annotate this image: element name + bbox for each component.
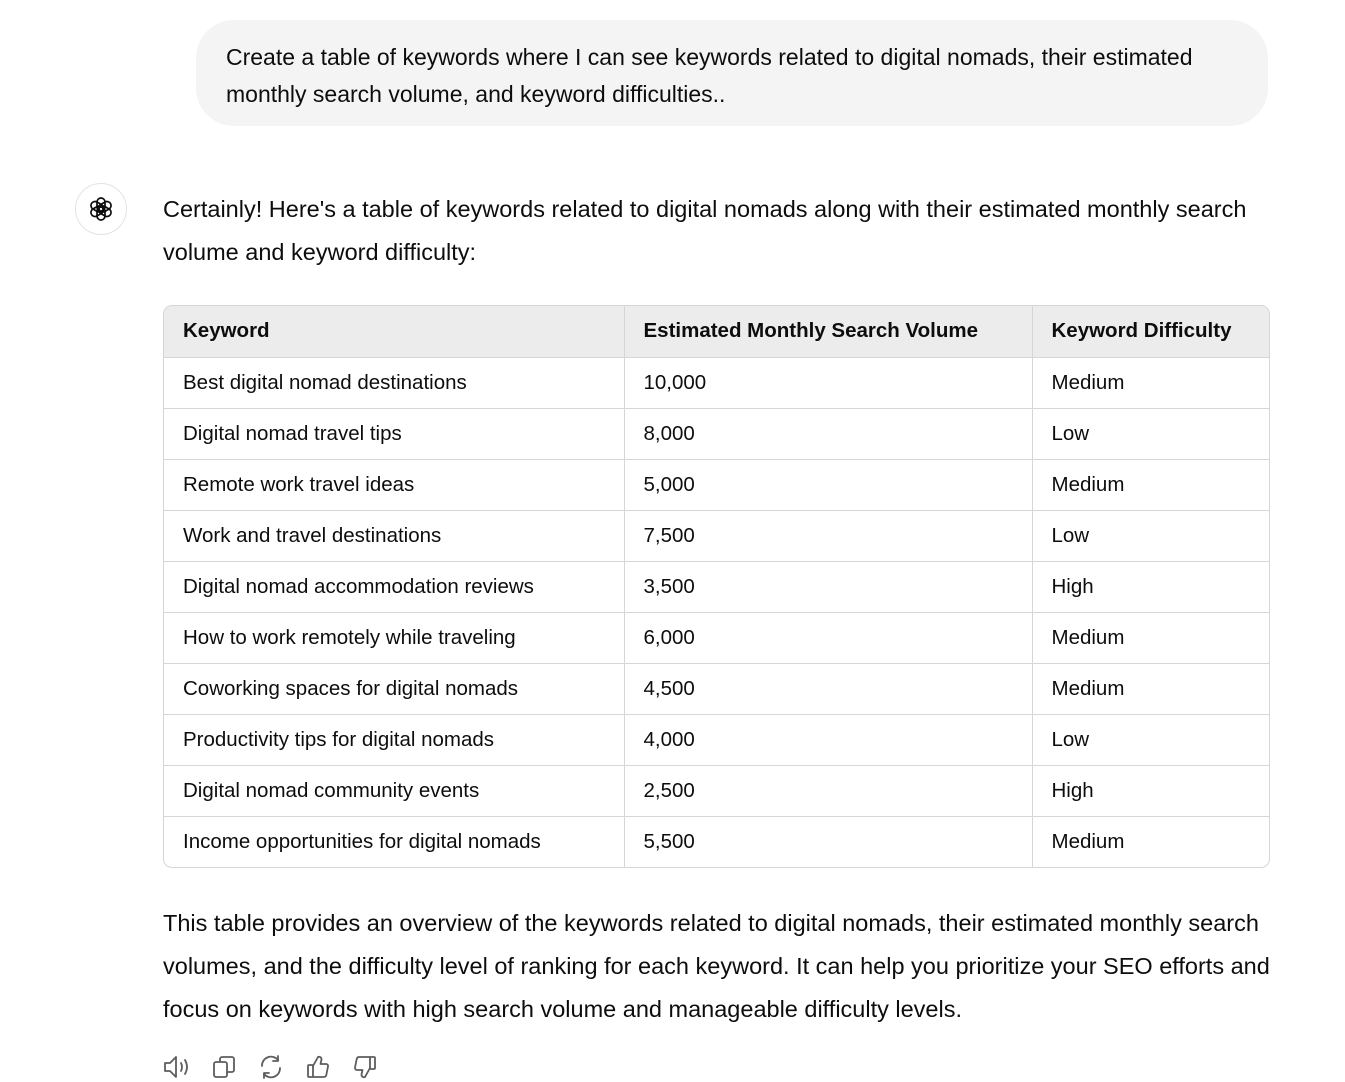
assistant-avatar — [75, 183, 127, 235]
keyword-table — [164, 306, 1269, 867]
volume-cell: 5,000 — [624, 459, 1032, 510]
keyword-cell: Digital nomad accommodation reviews — [164, 561, 624, 612]
keyword-cell: Remote work travel ideas — [164, 459, 624, 510]
user-message-text: Create a table of keywords where I can see keywords related to digital nomads, their estimated monthly search volume, and keyword difficulties.. — [226, 44, 1193, 107]
keyword-cell: Digital nomad community events — [164, 765, 624, 816]
message-action-bar — [160, 1052, 381, 1082]
volume-cell: 2,500 — [624, 765, 1032, 816]
regenerate-button[interactable] — [254, 1052, 287, 1082]
table-row — [164, 408, 1269, 459]
volume-cell: 4,500 — [624, 663, 1032, 714]
assistant-outro-text: This table provides an overview of the keywords related to digital nomads, their estimated monthly search volumes, and the difficulty level of ranking for each keyword. It can help you prioritize your SEO efforts and focus on keywords with high search volume and manageable difficulty levels. — [163, 910, 1270, 1022]
table-row — [164, 663, 1269, 714]
table-row — [164, 816, 1269, 867]
difficulty-cell: Medium — [1032, 663, 1269, 714]
header-keyword: Keyword — [164, 306, 624, 357]
volume-cell: 8,000 — [624, 408, 1032, 459]
table-row — [164, 714, 1269, 765]
volume-cell: 7,500 — [624, 510, 1032, 561]
volume-cell: 10,000 — [624, 357, 1032, 408]
thumbs-up-icon — [305, 1054, 331, 1080]
table-row — [164, 561, 1269, 612]
user-message-bubble — [196, 20, 1268, 126]
difficulty-cell: Medium — [1032, 357, 1269, 408]
keyword-cell: Productivity tips for digital nomads — [164, 714, 624, 765]
difficulty-cell: Low — [1032, 714, 1269, 765]
keyword-cell: Best digital nomad destinations — [164, 357, 624, 408]
keyword-cell: How to work remotely while traveling — [164, 612, 624, 663]
bad-response-button[interactable] — [348, 1052, 381, 1082]
table-row — [164, 765, 1269, 816]
read-aloud-button[interactable] — [160, 1052, 193, 1082]
table-row — [164, 510, 1269, 561]
table-header-row — [164, 306, 1269, 357]
difficulty-cell: Medium — [1032, 612, 1269, 663]
keyword-cell: Income opportunities for digital nomads — [164, 816, 624, 867]
header-search-volume: Estimated Monthly Search Volume — [624, 306, 1032, 357]
difficulty-cell: High — [1032, 765, 1269, 816]
volume-cell: 6,000 — [624, 612, 1032, 663]
good-response-button[interactable] — [301, 1052, 334, 1082]
difficulty-cell: Low — [1032, 510, 1269, 561]
table-row — [164, 459, 1269, 510]
volume-cell: 4,000 — [624, 714, 1032, 765]
difficulty-cell: Medium — [1032, 459, 1269, 510]
table-row — [164, 357, 1269, 408]
copy-icon — [211, 1054, 237, 1080]
difficulty-cell: Low — [1032, 408, 1269, 459]
thumbs-down-icon — [352, 1054, 378, 1080]
volume-cell: 3,500 — [624, 561, 1032, 612]
difficulty-cell: High — [1032, 561, 1269, 612]
keyword-cell: Digital nomad travel tips — [164, 408, 624, 459]
regenerate-icon — [258, 1054, 284, 1080]
table-row — [164, 612, 1269, 663]
openai-logo-icon — [86, 194, 116, 224]
speaker-icon — [162, 1054, 192, 1080]
keyword-cell: Work and travel destinations — [164, 510, 624, 561]
volume-cell: 5,500 — [624, 816, 1032, 867]
keyword-cell: Coworking spaces for digital nomads — [164, 663, 624, 714]
header-difficulty: Keyword Difficulty — [1032, 306, 1269, 357]
copy-button[interactable] — [207, 1052, 240, 1082]
difficulty-cell: Medium — [1051, 829, 1125, 853]
assistant-intro-text: Certainly! Here's a table of keywords related to digital nomads along with their estimated monthly search volume and keyword difficulty: — [163, 196, 1247, 265]
keyword-table-container — [163, 305, 1270, 868]
